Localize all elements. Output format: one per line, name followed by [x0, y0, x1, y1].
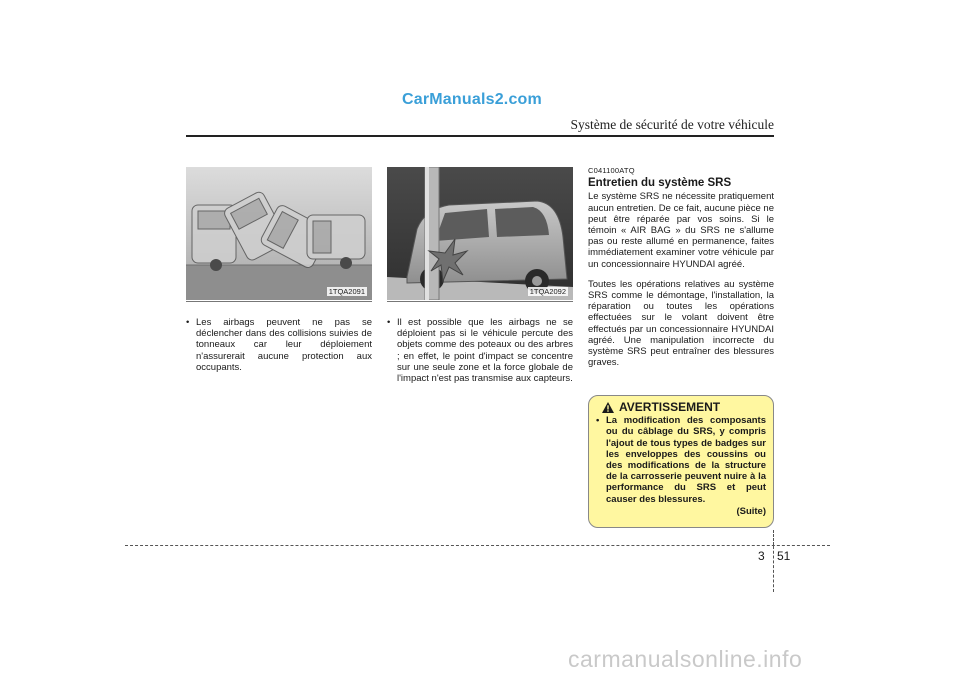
- paragraph: Le système SRS ne nécessite pratiquement aucun entretien. De ce fait, aucune pièce ne peut être réparée par vos soins. Si le témoin « AIR BAG » du SRS ne s'allume pas ou reste allumé en permanence, faites immédiatement examiner votre véhicule par un concessionnaire HYUNDAI agréé.: [588, 191, 774, 270]
- section-code: C041100ATQ: [588, 166, 635, 175]
- section-title: Système de sécurité de votre véhicule: [570, 117, 774, 132]
- chapter-number: 3: [758, 549, 765, 563]
- warning-title: AVERTISSEMENT: [619, 400, 721, 414]
- watermark-top: CarManuals2.com: [402, 91, 542, 108]
- warning-item: • La modification des composants ou du câblage du SRS, y compris l'ajout de tous types de badges sur les enveloppes des coussins ou des modifications de la structure de la carrosserie peuvent nuire à la performance du SRS et peut causer des blessures.: [596, 415, 766, 505]
- warning-header: [602, 402, 766, 413]
- figure-code: 1TQA2092: [529, 287, 566, 296]
- continued-label: (Suite): [736, 505, 766, 517]
- warning-triangle-icon: [602, 402, 614, 413]
- column-1: [186, 317, 372, 373]
- rollover-illustration: [186, 167, 372, 300]
- figure-rollover: [186, 167, 372, 300]
- page-number: 51: [777, 549, 791, 563]
- figure-code: 1TQA2091: [328, 287, 365, 296]
- figure-divider: [186, 301, 372, 302]
- bullet-rollover: • Les airbags peuvent ne pas se déclencher dans des collisions suivies de tonneaux car leur déploiement n'assurerait aucune protection aux occupants.: [186, 317, 372, 373]
- figure-pole-impact: [387, 167, 573, 300]
- warning-box: [588, 395, 774, 528]
- bullet-pole: • Il est possible que les airbags ne se déploient pas si le véhicule percute des objets comme des poteaux ou des arbres ; en effet, le point d'impact se concentre sur une seule zone et la force globale de l'impact n'est pas transmise aux capteurs.: [387, 317, 573, 384]
- header-rule: [186, 135, 774, 137]
- figure-divider: [387, 301, 573, 302]
- footer-divider: [773, 546, 774, 592]
- column-2: [387, 317, 573, 384]
- footer-rule: [125, 545, 830, 546]
- paragraph: Toutes les opérations relatives au système SRS comme le démontage, l'installation, la réparation ou toutes les opérations effectuées sur le volant doivent être effectués par un concessionnaire HYUNDAI agréé. Une manipulation incorrecte du système SRS peut entraîner des blessures graves.: [588, 278, 774, 369]
- column-3: [588, 165, 774, 377]
- watermark-bottom: carmanualsonline.info: [568, 646, 803, 672]
- section-heading: Entretien du système SRS: [588, 177, 732, 190]
- pole-impact-illustration: [387, 167, 573, 300]
- footer-divider: [773, 530, 774, 545]
